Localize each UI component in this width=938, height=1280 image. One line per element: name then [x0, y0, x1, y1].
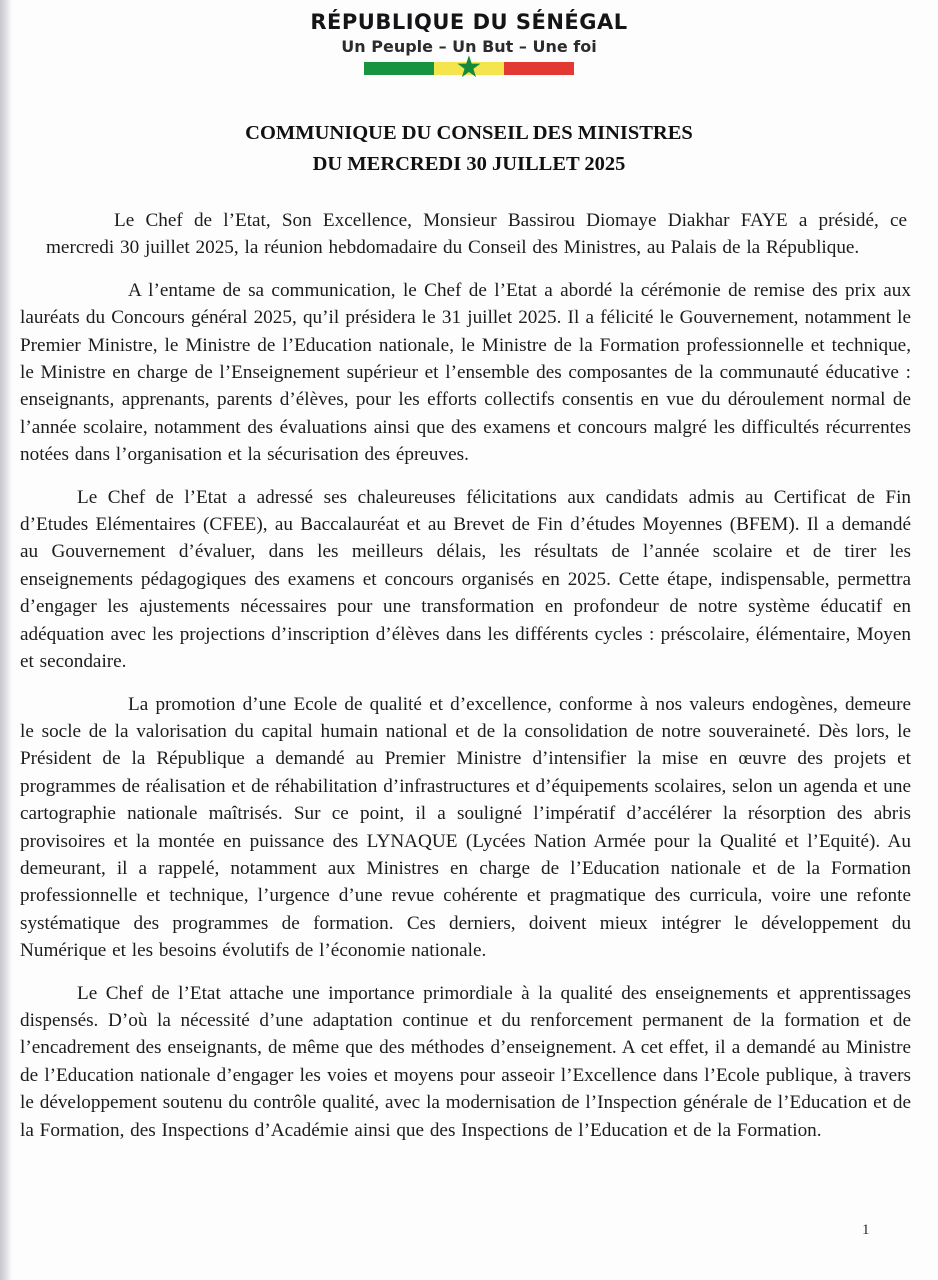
flag-green-segment	[364, 62, 434, 75]
paragraph-concours-general: A l’entame de sa communication, le Chef de l’Etat a abordé la cérémonie de remise des prix aux lauréats du Concours général 2025, qu’il présidera le 31 juillet 2025. Il a félicité le Gouvernement, notamment le Premier Ministre, le Ministre de l’Education nationale, le Ministre de la Formation professionnelle et technique, le Ministre en charge de l’Enseignement supérieur et l’ensemble des composantes de la communauté éducative : enseignants, apprenants, parents d’élèves, pour les efforts collectifs consentis en vue du déroulement normal de l’année scolaire, notamment des évaluations ainsi que des examens et concours malgré les difficultés récurrentes notées dans l’organisation et la sécurisation des épreuves.	[20, 279, 911, 466]
paragraph-ecole-qualite: La promotion d’une Ecole de qualité et d’excellence, conforme à nos valeurs endogènes, demeure le socle de la valorisation du capital humain national et de la consolidation de notre souveraineté. Dès lors, le Président de la République a demandé au Premier Ministre d’intensifier la mise en œuvre des projets et programmes de réalisation et de réhabilitation d’infrastructures et d’équipements scolaires, selon un agenda et une cartographie nationale maîtrisés. Sur ce point, il a souligné l’impératif d’accélérer la résorption des abris provisoires et la montée en puissance des LYNAQUE (Lycées Nation Armée pour la Qualité et l’Equité). Au demeurant, il a rappelé, notamment aux Ministres en charge de l’Education nationale et de la Formation professionnelle et technique, l’urgence d’une revue cohérente et pragmatique des curricula, voire une refonte systématique des programmes de formation. Ces derniers, doivent mieux intégrer le développement du Numérique et les besoins évolutifs de l’économie nationale.	[20, 693, 911, 962]
document-body	[0, 192, 938, 1144]
national-header	[0, 10, 938, 85]
country-name: RÉPUBLIQUE DU SÉNÉGAL	[310, 10, 628, 34]
paragraph-enseignements: Le Chef de l’Etat attache une importance primordiale à la qualité des enseignements et apprentissages dispensés. D’où la nécessité d’une adaptation continue et du renforcement permanent de la formation et de l’encadrement des enseignants, de même que des méthodes d’enseignement. A cet effet, il a demandé au Ministre de l’Education nationale d’engager les voies et moyens pour asseoir l’Excellence dans l’Ecole publique, à travers le développement soutenu du contrôle qualité, avec la modernisation de l’Inspection générale de l’Education et de la Formation, des Inspections d’Académie ainsi que des Inspections de l’Education et de la Formation.	[20, 982, 911, 1141]
national-motto: Un Peuple – Un But – Une foi	[341, 37, 597, 56]
paragraph-felicitations-examens: Le Chef de l’Etat a adressé ses chaleureuses félicitations aux candidats admis au Certificat de Fin d’Etudes Elémentaires (CFEE), au Baccalauréat et au Brevet de Fin d’études Moyennes (BFEM). Il a demandé au Gouvernement d’évaluer, dans les meilleurs délais, les résultats de l’année scolaire et de tirer les enseignements pédagogiques des examens et concours organisés en 2025. Cette étape, indispensable, permettra d’engager les ajustements nécessaires pour une transformation en profondeur de notre système éducatif en adéquation avec les projections d’inscription d’élèves dans les différents cycles : préscolaire, élémentaire, Moyen et secondaire.	[20, 486, 911, 673]
page-number: 1	[862, 1222, 870, 1238]
senegal-flag-bar	[364, 49, 574, 85]
document-title-line2: DU MERCREDI 30 JUILLET 2025	[312, 153, 626, 175]
paragraph-intro: Le Chef de l’Etat, Son Excellence, Monsieur Bassirou Diomaye Diakhar FAYE a présidé, ce mercredi 30 juillet 2025, la réunion hebdomadaire du Conseil des Ministres, au Palais de la République.	[46, 210, 907, 259]
document-title-line1: COMMUNIQUE DU CONSEIL DES MINISTRES	[245, 122, 693, 144]
flag-red-segment	[504, 62, 574, 75]
document-title	[0, 118, 938, 180]
star-icon: ★	[455, 49, 483, 85]
